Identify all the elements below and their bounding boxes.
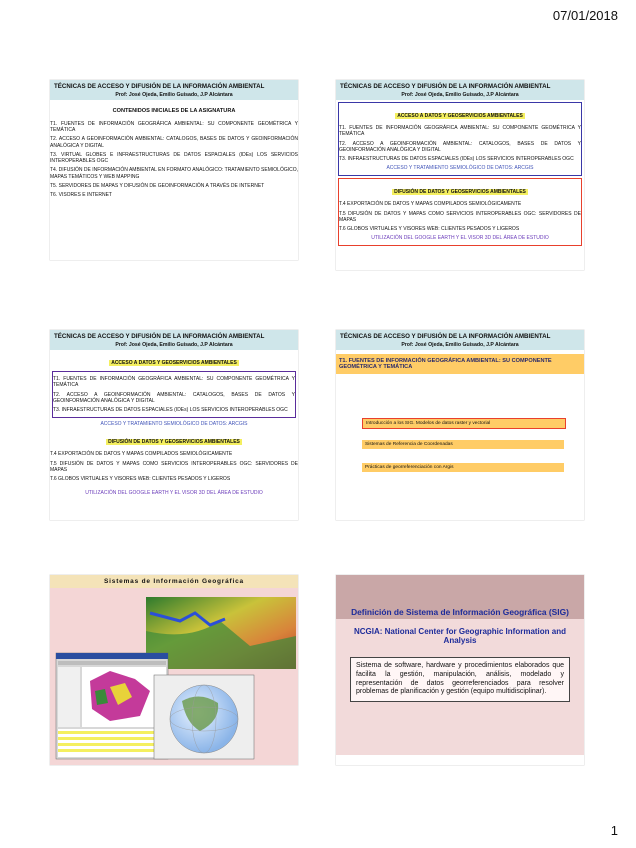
slide-header (50, 330, 298, 350)
topic-item: T3. VIRTUAL GLOBES E INFRAESTRUCTURAS DE DATOS ESPACIALES (IDEs) LOS SERVICIOS INTEROPERABLES OGC (50, 151, 298, 165)
date-stamp: 07/01/2018 (552, 8, 618, 23)
slide-header (50, 80, 298, 100)
definition-title: Definición de Sistema de Información Geográfica (SIG) (351, 607, 569, 617)
definition-box: Sistema de software, hardware y procedimientos elaborados que facilita la gestión, manipulación, análisis, modelado y representación de datos georreferenciados para resolver problemas de planificación y gestión (equipo multidisciplinar). (350, 657, 570, 702)
slide-title: TÉCNICAS DE ACCESO Y DIFUSIÓN DE LA INFORMACIÓN AMBIENTAL (340, 333, 551, 340)
topic-item: T1. FUENTES DE INFORMACIÓN GEOGRÁFICA AMBIENTAL: SU COMPONENTE GEOMÉTRICA Y TEMÁTICA (339, 125, 581, 138)
slide-5 (50, 575, 298, 765)
section-label: ACCESO A DATOS Y GEOSERVICIOS AMBIENTALES (397, 113, 523, 119)
slide-1 (50, 80, 298, 260)
diffusion-section-box (338, 178, 582, 246)
note-text: ACCESO Y TRATAMIENTO SEMIOLÓGICO DE DATOS: ARCGIS (100, 421, 248, 428)
access-topics-box (52, 371, 296, 418)
slide-header (336, 330, 584, 350)
note-text: ACCESO Y TRATAMIENTO SEMIOLÓGICO DE DATOS: ARCGIS (386, 165, 534, 172)
topic-item: T4. DIFUSIÓN DE INFORMACIÓN AMBIENTAL EN FORMATO ANALÓGICO: TRATAMIENTO SEMIOLÓGICO, MAPAS TEMÁTICOS Y WEB MAPPING (50, 167, 298, 180)
slide-title: TÉCNICAS DE ACCESO Y DIFUSIÓN DE LA INFORMACIÓN AMBIENTAL (54, 333, 265, 340)
slide-2 (336, 80, 584, 270)
topic-item: T1. FUENTES DE INFORMACIÓN GEOGRÁFICA AMBIENTAL: SU COMPONENTE GEOMÉTRICA Y TEMÁTICA (50, 120, 298, 134)
topic-item: T6. VISORES E INTERNET (50, 192, 112, 199)
topic-item: T1. FUENTES DE INFORMACIÓN GEOGRÁFICA AMBIENTAL: SU COMPONENTE GEOMÉTRICA Y TEMÁTICA (53, 376, 295, 389)
topic-item: T.5 DIFUSIÓN DE DATOS Y MAPAS COMO SERVICIOS INTEROPERABLES OGC: SERVIDORES DE MAPAS (50, 460, 298, 473)
topic-item: T.5 DIFUSIÓN DE DATOS Y MAPAS COMO SERVICIOS INTEROPERABLES OGC: SERVIDORES DE MAPAS (339, 210, 581, 223)
topic-item: T.6 GLOBOS VIRTUALES Y VISORES WEB: CLIENTES PESADOS Y LIGEROS (50, 476, 231, 482)
access-section-box (338, 102, 582, 176)
gis-collage-image (50, 591, 298, 765)
topic-box-crs: Sistemas de Referencia de Coordenadas (362, 440, 564, 449)
note-text: UTILIZACIÓN DEL GOOGLE EARTH Y EL VISOR 3D DEL ÁREA DE ESTUDIO (371, 235, 549, 242)
slide-3 (50, 330, 298, 520)
topic-item: T.4 EXPORTACIÓN DE DATOS Y MAPAS COMPILADOS SEMIOLÓGICAMENTE (50, 451, 233, 458)
note-text: UTILIZACIÓN DEL GOOGLE EARTH Y EL VISOR 3D DEL ÁREA DE ESTUDIO (85, 490, 263, 497)
slide-title: Sistemas de Información Geográfica (50, 575, 298, 588)
topic-item: T2. ACCESO A GEOINFORMACIÓN AMBIENTAL: CATALOGOS, BASES DE DATOS Y GEOINFORMACIÓN ANALÓGICA Y DIGITAL (50, 136, 298, 149)
slide-authors: Prof: José Ojeda, Emilio Guisado, J.P Alcántara (401, 92, 519, 98)
slide-title: TÉCNICAS DE ACCESO Y DIFUSIÓN DE LA INFORMACIÓN AMBIENTAL (340, 83, 551, 90)
topic-item: T3. INFRAESTRUCTURAS DE DATOS ESPACIALES (IDEs) LOS SERVICIOS INTEROPERABLES OGC (53, 407, 288, 413)
topic-item: T2. ACCESO A GEOINFORMACIÓN AMBIENTAL: CATALOGOS, BASES DE DATOS Y GEOINFORMACIÓN ANALÓGICA Y DIGITAL (339, 140, 581, 153)
definition-subtitle: NCGIA: National Center for Geographic Information and Analysis (353, 627, 566, 645)
topic-item: T3. INFRAESTRUCTURAS DE DATOS ESPACIALES (IDEs) LOS SERVICIOS INTEROPERABLES OGC (339, 156, 574, 162)
slide-authors: Prof: José Ojeda, Emilio Guisado, J.P Alcántara (115, 342, 233, 348)
topic-box-intro: Introducción a los SIG. Modelos de datos raster y vectorial (362, 418, 566, 429)
slide-authors: Prof: José Ojeda, Emilio Guisado, J.P Alcántara (401, 342, 519, 348)
topic-item: T.6 GLOBOS VIRTUALES Y VISORES WEB: CLIENTES PESADOS Y LIGEROS (339, 226, 520, 232)
topic-item: T2. ACCESO A GEOINFORMACIÓN AMBIENTAL: CATALOGOS, BASES DE DATOS Y GEOINFORMACIÓN ANALÓGICA Y DIGITAL (53, 391, 295, 404)
topic-banner: T1. FUENTES DE INFORMACIÓN GEOGRÁFICA AMBIENTAL: SU COMPONENTE GEOMÉTRICA Y TEMÁTICA (336, 354, 584, 374)
slide-4 (336, 330, 584, 520)
slide-title: TÉCNICAS DE ACCESO Y DIFUSIÓN DE LA INFORMACIÓN AMBIENTAL (54, 83, 265, 90)
topic-item: T.4 EXPORTACIÓN DE DATOS Y MAPAS COMPILADOS SEMIOLÓGICAMENTE (339, 201, 522, 208)
slide-authors: Prof: José Ojeda, Emilio Guisado, J.P Alcántara (115, 92, 233, 98)
topic-item: T5. SERVIDORES DE MAPAS Y DIFUSIÓN DE GEOINFORMACIÓN A TRAVÉS DE INTERNET (50, 182, 265, 189)
section-label: ACCESO A DATOS Y GEOSERVICIOS AMBIENTALES (111, 360, 237, 366)
contents-heading: CONTENIDOS INICIALES DE LA ASIGNATURA (112, 108, 236, 114)
slide-header (336, 80, 584, 100)
topic-box-practice: Prácticas de georreferenciación con Argis (362, 463, 564, 472)
section-label: DIFUSIÓN DE DATOS Y GEOSERVICIOS AMBIENTALES (394, 189, 526, 196)
page-number: 1 (610, 823, 618, 838)
section-label: DIFUSIÓN DE DATOS Y GEOSERVICIOS AMBIENTALES (108, 439, 240, 446)
slide-6 (336, 575, 584, 765)
